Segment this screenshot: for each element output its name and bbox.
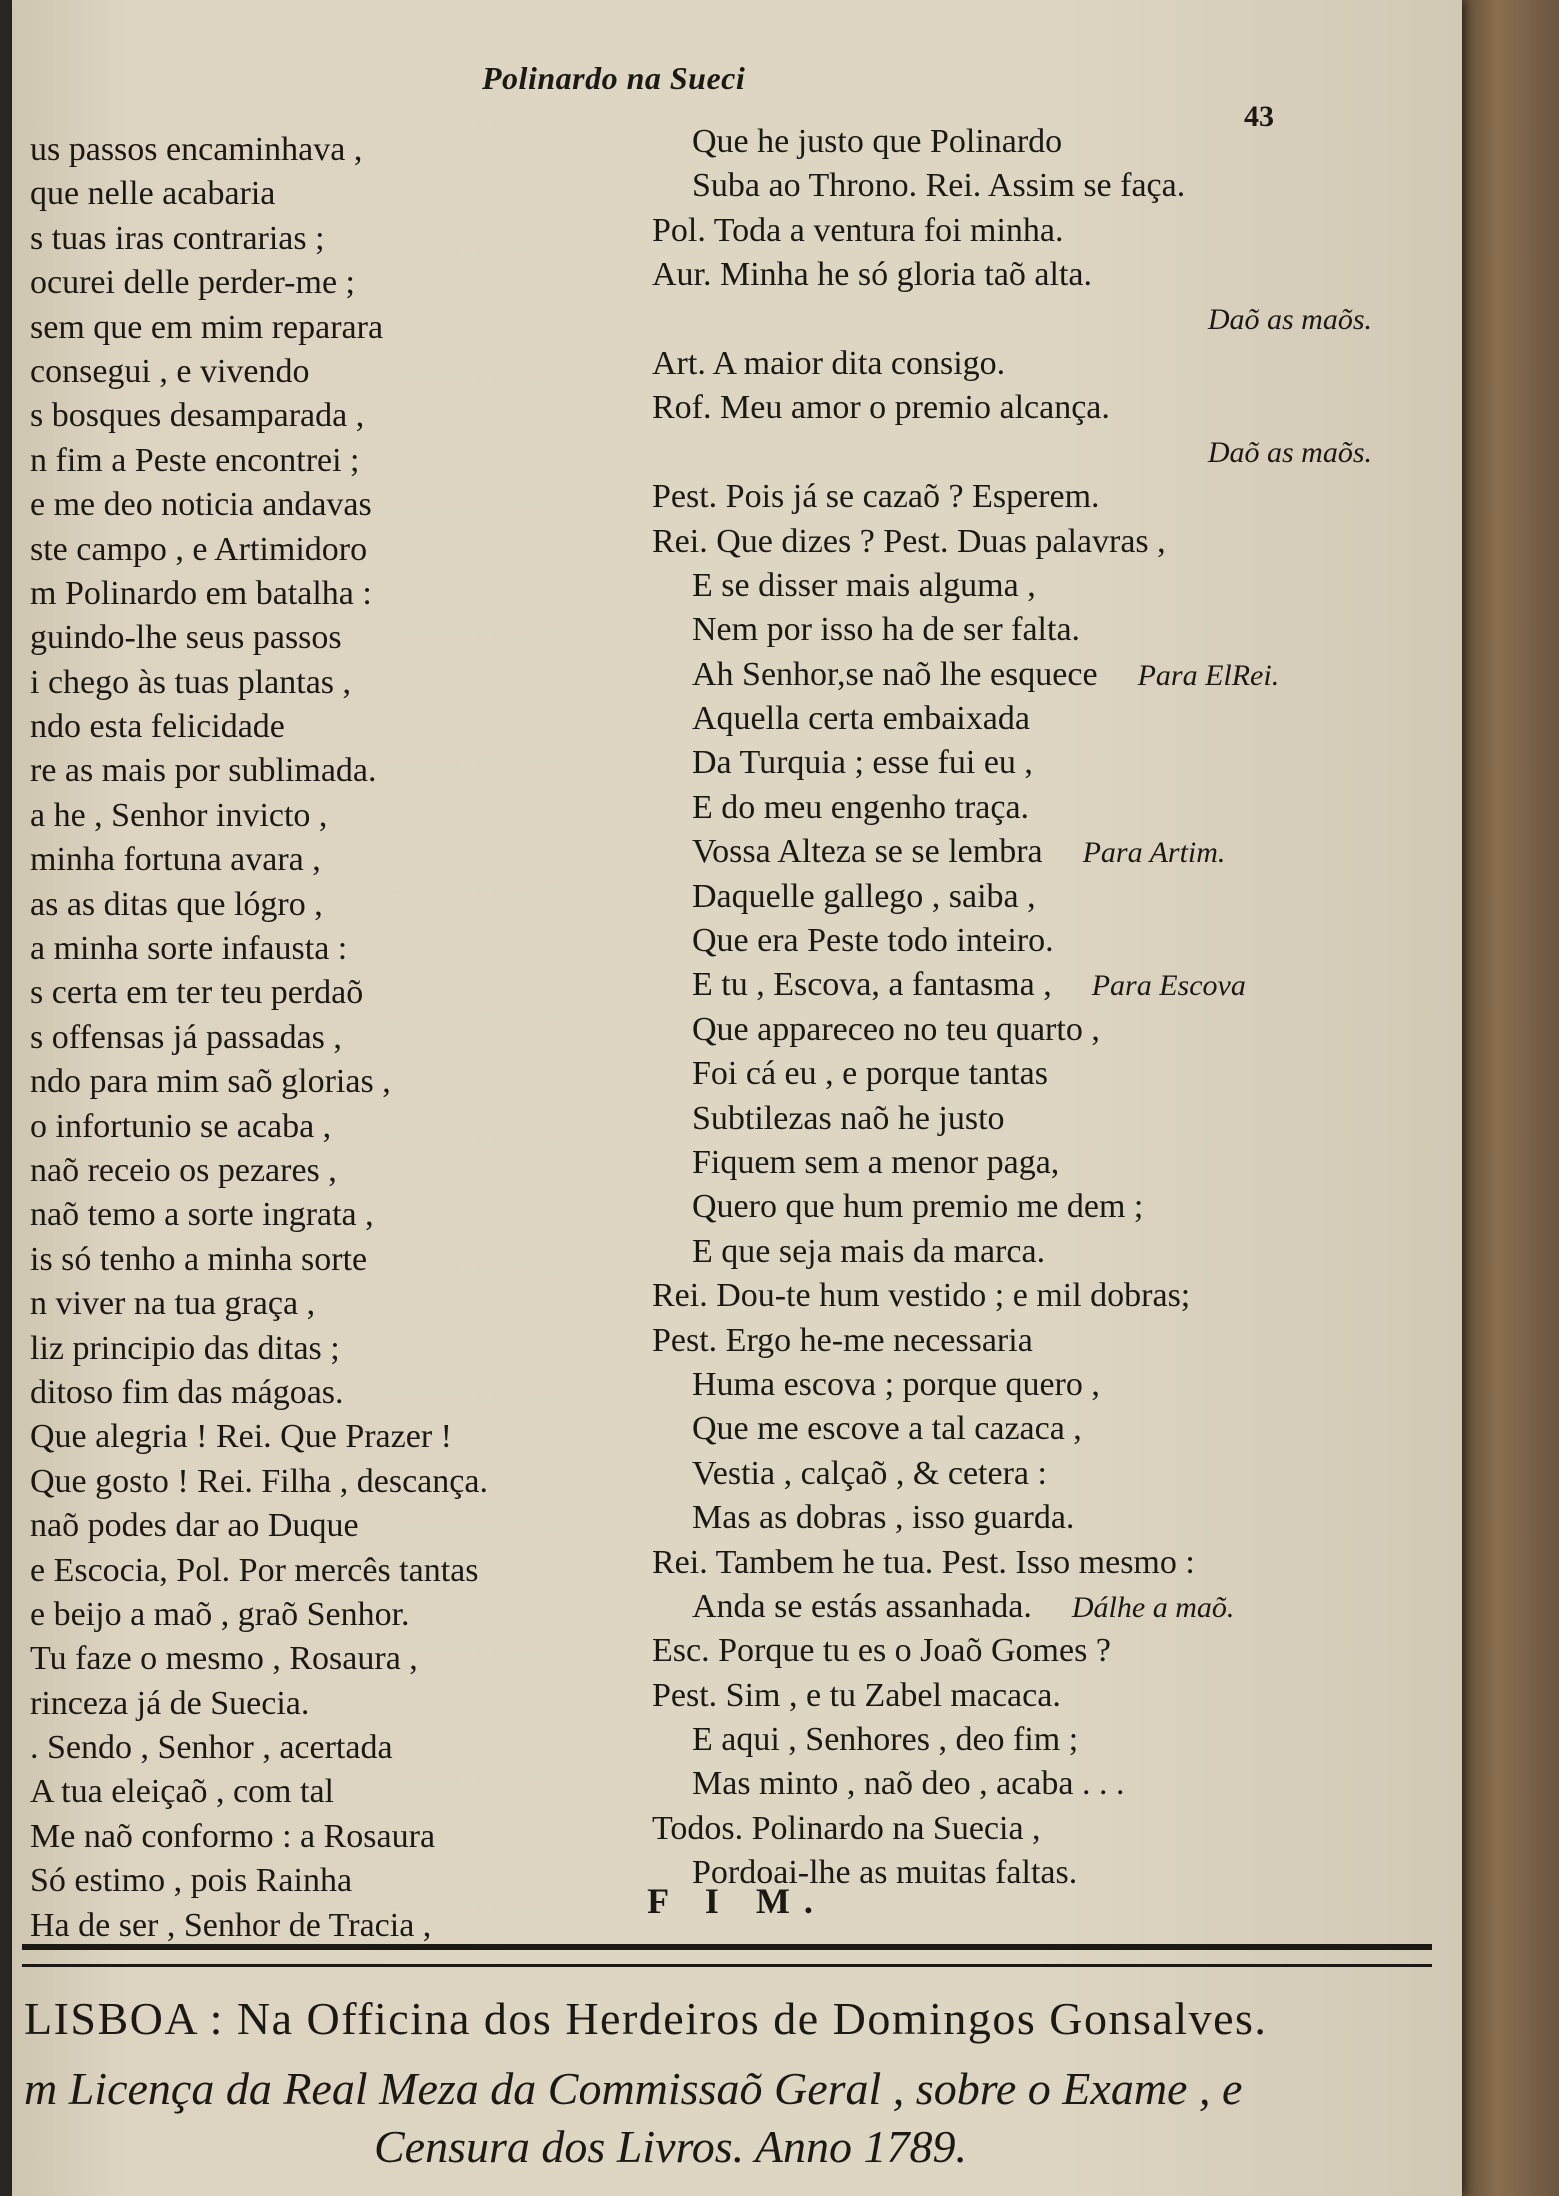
- verse-text: Suba ao Throno. Rei. Assim se faça.: [692, 167, 1186, 205]
- verse-line: e beijo a maõ , graõ Senhor.: [30, 1595, 410, 1633]
- verse-line: [652, 520, 1372, 564]
- verse-line: . Sendo , Senhor , acertada: [30, 1729, 393, 1767]
- verse-line: minha fortuna avara ,: [30, 841, 321, 879]
- stage-direction-line: [652, 298, 1372, 342]
- verse-line: us passos encaminhava ,: [30, 131, 363, 168]
- verse-text: Vossa Alteza se se lembra: [692, 833, 1043, 871]
- verse-text: E que seja mais da marca.: [692, 1232, 1046, 1270]
- verse-line: [652, 1097, 1372, 1141]
- verse-line: [652, 564, 1372, 608]
- verse-line: [652, 697, 1372, 741]
- verse-line: [652, 1541, 1372, 1585]
- verse-line: o infortunio se acaba ,: [30, 1107, 332, 1145]
- verse-line: [652, 1319, 1372, 1363]
- imprint-line-3: Censura dos Livros. Anno 1789.: [374, 2121, 967, 2172]
- verse-text: Mas minto , naõ deo , acaba . . .: [692, 1765, 1125, 1803]
- verse-line: Me naõ conformo : a Rosaura: [30, 1817, 436, 1855]
- verse-text: Pest. Ergo he-me necessaria: [652, 1321, 1033, 1359]
- verse-line: s tuas iras contrarias ;: [30, 219, 325, 257]
- verse-line: [652, 1185, 1372, 1229]
- verse-line: [652, 919, 1372, 963]
- verse-line: ste campo , e Artimidoro: [30, 530, 368, 568]
- verse-text: Ah Senhor,se naõ lhe esquece: [692, 655, 1098, 693]
- verse-line: [652, 963, 1372, 1007]
- verse-line: e Escocia, Pol. Por mercês tantas: [30, 1551, 479, 1589]
- verse-text: Art. A maior dita consigo.: [652, 344, 1006, 382]
- stage-direction: Daõ as maõs.: [1207, 435, 1372, 469]
- verse-text: Aquella certa embaixada: [692, 700, 1030, 738]
- verse-line: [652, 1674, 1372, 1718]
- verse-text: Foi cá eu , e porque tantas: [692, 1055, 1048, 1093]
- verse-line: [652, 1629, 1372, 1673]
- running-head: Polinardo na Sueci: [482, 60, 746, 96]
- stage-aside: Dálhe a maõ.: [1071, 1590, 1235, 1624]
- verse-line: [652, 786, 1372, 830]
- verse-line: a minha sorte infausta :: [30, 930, 348, 968]
- verse-line: [652, 475, 1372, 519]
- verse-line: guindo-lhe seus passos: [30, 619, 342, 657]
- verse-line: [652, 1496, 1372, 1540]
- verse-line: ndo esta felicidade: [30, 708, 285, 746]
- verse-line: m Polinardo em batalha :: [30, 574, 372, 612]
- verse-text: Pordoai-lhe as muitas faltas.: [692, 1854, 1078, 1892]
- verse-text: Aur. Minha he só gloria taõ alta.: [652, 256, 1093, 294]
- verse-text: Que era Peste todo inteiro.: [692, 922, 1054, 960]
- stage-direction: Daõ as maõs.: [1207, 302, 1372, 336]
- verse-line: [652, 1762, 1372, 1806]
- verse-text: Mas as dobras , isso guarda.: [692, 1499, 1075, 1537]
- verse-line: consegui , e vivendo: [30, 352, 310, 390]
- verse-line: [652, 1141, 1372, 1185]
- verse-line: Que alegria ! Rei. Que Prazer !: [30, 1418, 452, 1456]
- verse-line: ocurei delle perder-me ;: [30, 264, 355, 302]
- verse-text: Que appareceo no teu quarto ,: [692, 1010, 1100, 1048]
- stage-direction-line: [652, 431, 1372, 475]
- verse-line: [652, 1452, 1372, 1496]
- verse-text: Vestia , calçaõ , & cetera :: [692, 1454, 1047, 1492]
- verse-text: Fiquem sem a menor paga,: [692, 1143, 1060, 1181]
- verse-line: n fim a Peste encontrei ;: [30, 441, 360, 479]
- verse-line: n viver na tua graça ,: [30, 1285, 316, 1323]
- verse-line: [652, 1718, 1372, 1762]
- verse-line: [652, 830, 1372, 874]
- stage-aside: Para ElRei.: [1137, 658, 1280, 692]
- verse-text: Subtilezas naõ he justo: [692, 1099, 1005, 1137]
- verse-line: naõ podes dar ao Duque: [30, 1507, 359, 1545]
- stage-aside: Para Escova: [1091, 969, 1246, 1003]
- verse-line: Só estimo , pois Rainha: [30, 1862, 353, 1900]
- verse-line: i chego às tuas plantas ,: [30, 663, 352, 701]
- verse-text: Quero que hum premio me dem ;: [692, 1188, 1144, 1226]
- verse-line: [652, 741, 1372, 785]
- verse-text: Rei. Que dizes ? Pest. Duas palavras ,: [652, 522, 1166, 560]
- verse-text: Pol. Toda a ventura foi minha.: [652, 211, 1064, 249]
- verse-line: [652, 164, 1372, 208]
- verse-line: [652, 653, 1372, 697]
- verse-line: naõ receio os pezares ,: [30, 1151, 337, 1189]
- verse-text: Rof. Meu amor o premio alcança.: [652, 389, 1110, 427]
- verse-line: [652, 1052, 1372, 1096]
- verse-line: [652, 1585, 1372, 1629]
- verse-line: a he , Senhor invicto ,: [30, 796, 328, 834]
- book-page: [12, 0, 1462, 2196]
- verse-line: s offensas já passadas ,: [30, 1018, 342, 1056]
- verse-line: rinceza já de Suecia.: [30, 1684, 310, 1722]
- verse-line: [652, 1274, 1372, 1318]
- verse-text: Que he justo que Polinardo: [692, 123, 1063, 160]
- verse-text: Huma escova ; porque quero ,: [692, 1365, 1100, 1403]
- imprint-line-1: LISBOA : Na Officina dos Herdeiros de Domingos Gonsalves.: [24, 1993, 1268, 2044]
- page-number: 43: [1244, 100, 1274, 133]
- verse-text: Rei. Tambem he tua. Pest. Isso mesmo :: [652, 1543, 1195, 1581]
- verse-line: [652, 209, 1372, 253]
- verse-line: [652, 342, 1372, 386]
- verse-line: A tua eleiçaõ , com tal: [30, 1773, 334, 1811]
- verse-line: liz principio das ditas ;: [30, 1329, 340, 1367]
- verse-line: [652, 1363, 1372, 1407]
- verse-text: Pest. Sim , e tu Zabel macaca.: [652, 1676, 1061, 1714]
- verse-text: Daquelle gallego , saiba ,: [692, 877, 1036, 915]
- verse-line: [652, 608, 1372, 652]
- decorative-rule: [22, 1944, 1432, 1967]
- verse-text: Rei. Dou-te hum vestido ; e mil dobras;: [652, 1277, 1191, 1315]
- verse-line: [652, 386, 1372, 430]
- verse-line: [652, 120, 1372, 164]
- verse-line: is só tenho a minha sorte: [30, 1240, 368, 1278]
- stage-aside: Para Artim.: [1082, 836, 1226, 870]
- verse-line: e me deo noticia andavas: [30, 486, 372, 524]
- verse-text: Que me escove a tal cazaca ,: [692, 1410, 1082, 1448]
- verse-line: ndo para mim saõ glorias ,: [30, 1063, 391, 1101]
- verse-line: [652, 1807, 1372, 1851]
- verse-line: que nelle acabaria: [30, 175, 276, 213]
- background-edge: [1455, 0, 1559, 2196]
- fim-heading: F I M.: [647, 1881, 827, 1921]
- verse-line: Tu faze o mesmo , Rosaura ,: [30, 1640, 418, 1678]
- verse-line: [652, 1008, 1372, 1052]
- verse-text: E aqui , Senhores , deo fim ;: [692, 1721, 1079, 1759]
- verse-line: [652, 253, 1372, 297]
- verse-line: ditoso fim das mágoas.: [30, 1373, 344, 1411]
- verse-text: E se disser mais alguma ,: [692, 566, 1036, 604]
- verse-text: Esc. Porque tu es o Joaõ Gomes ?: [652, 1632, 1111, 1670]
- verse-line: [652, 875, 1372, 919]
- verse-text: E do meu engenho traça.: [692, 788, 1030, 826]
- verse-line: sem que em mim reparara: [30, 308, 384, 346]
- verse-line: [652, 1407, 1372, 1451]
- left-column: [30, 128, 670, 1948]
- verse-line: s bosques desamparada ,: [30, 397, 365, 435]
- right-column: [652, 120, 1372, 1896]
- verse-text: Da Turquia ; esse fui eu ,: [692, 744, 1033, 782]
- verse-line: as as ditas que lógro ,: [30, 885, 323, 923]
- verse-line: Que gosto ! Rei. Filha , descança.: [30, 1462, 488, 1500]
- verse-line: re as mais por sublimada.: [30, 752, 377, 790]
- verse-text: E tu , Escova, a fantasma ,: [692, 966, 1052, 1004]
- verse-line: [652, 1230, 1372, 1274]
- verse-line: Ha de ser , Senhor de Tracia ,: [30, 1906, 432, 1944]
- imprint-line-2: m Licença da Real Meza da Commissaõ Geral , sobre o Exame , e: [24, 2063, 1243, 2114]
- verse-text: Todos. Polinardo na Suecia ,: [652, 1809, 1041, 1847]
- verse-text: Nem por isso ha de ser falta.: [692, 611, 1081, 649]
- verse-text: Pest. Pois já se cazaõ ? Esperem.: [652, 478, 1100, 516]
- verse-line: naõ temo a sorte ingrata ,: [30, 1196, 374, 1234]
- verse-text: Anda se estás assanhada.: [692, 1587, 1032, 1625]
- verse-line: s certa em ter teu perdaõ: [30, 974, 364, 1012]
